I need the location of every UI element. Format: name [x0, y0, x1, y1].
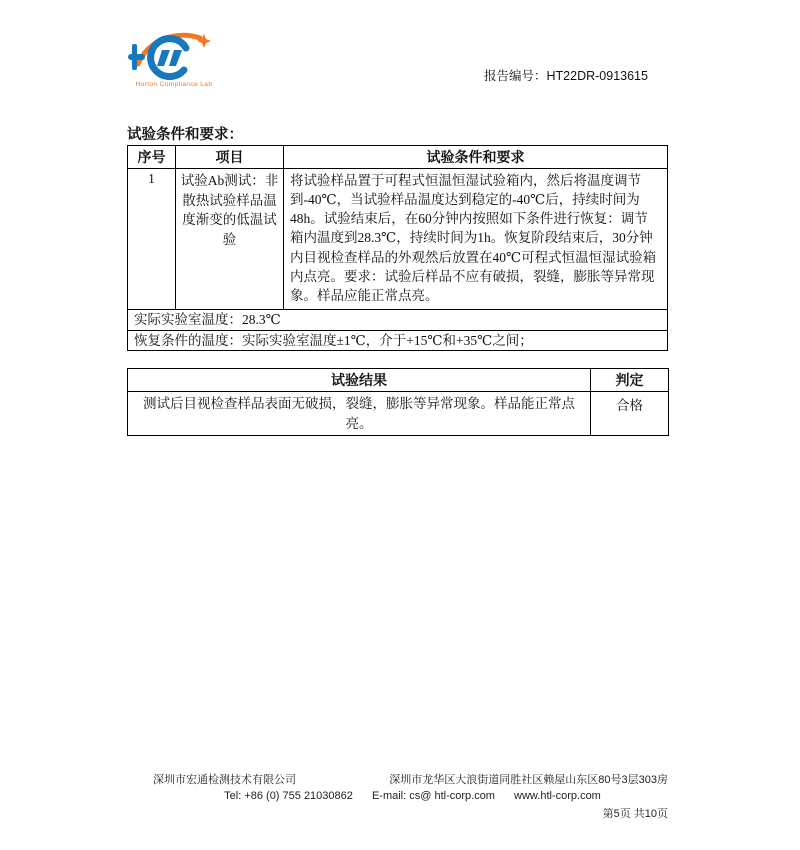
results-table [127, 368, 669, 436]
logo-caption: Horton Compliance Lab [135, 81, 213, 88]
result-row [128, 392, 669, 436]
htc-logo-icon [128, 28, 214, 80]
condition-row-seq: 1 [128, 169, 176, 310]
col-header-condition: 试验条件和要求 [284, 146, 668, 169]
col-header-result: 试验结果 [128, 369, 591, 392]
company-logo [128, 28, 220, 88]
footer-company-address-line [127, 771, 668, 787]
lab-temperature-row [128, 310, 668, 331]
col-header-seq: 序号 [128, 146, 176, 169]
footer-email: E-mail: cs@ htl-corp.com [371, 790, 495, 802]
condition-row-item: 试验Ab测试：非散热试验样品温度渐变的低温试验 [176, 169, 284, 310]
recovery-temperature-row [128, 330, 668, 351]
report-number-label: 报告编号： [484, 69, 547, 83]
condition-row [128, 169, 668, 310]
report-number-value: HT22DR-0913615 [546, 69, 648, 83]
col-header-verdict: 判定 [591, 369, 669, 392]
footer-contact-line [127, 790, 668, 802]
recovery-temperature-value: 恢复条件的温度：实际实验室温度±1℃，介于+15℃和+35℃之间； [128, 330, 668, 351]
footer-company: 深圳市宏通检测技术有限公司 [153, 774, 296, 786]
results-table-header-row [128, 369, 669, 392]
verdict-value: 合格 [591, 392, 669, 436]
result-text: 测试后目视检查样品表面无破损，裂缝，膨胀等异常现象。样品能正常点亮。 [128, 392, 591, 436]
page-footer [127, 771, 668, 821]
conditions-heading: 试验条件和要求： [127, 127, 243, 143]
footer-address: 深圳市龙华区大浪街道同胜社区赖屋山东区80号3层303房 [389, 774, 668, 786]
report-number-line [484, 66, 648, 84]
footer-website: www.htl-corp.com [514, 790, 601, 802]
footer-page-indicator: 第5页 共10页 [602, 808, 668, 820]
col-header-item: 项目 [176, 146, 284, 169]
conditions-table-header-row [128, 146, 668, 169]
conditions-table [127, 145, 668, 351]
condition-row-text: 将试验样品置于可程式恒温恒湿试验箱内，然后将温度调节到-40℃，当试验样品温度达到稳定的-40℃后，持续时间为48h。试验结束后，在60分钟内按照如下条件进行恢复：调节箱内温度到28.3℃，持续时间为1h。恢复阶段结束后，30分钟内目视检查样品的外观然后放置在40℃可程式恒温恒湿试验箱内点亮。要求：试验后样品不应有破损，裂缝，膨胀等异常现象。样品应能正常点亮。 [284, 169, 668, 310]
lab-temperature-value: 实际实验室温度：28.3℃ [128, 310, 668, 331]
footer-tel: Tel: +86 (0) 755 21030862 [224, 790, 353, 802]
